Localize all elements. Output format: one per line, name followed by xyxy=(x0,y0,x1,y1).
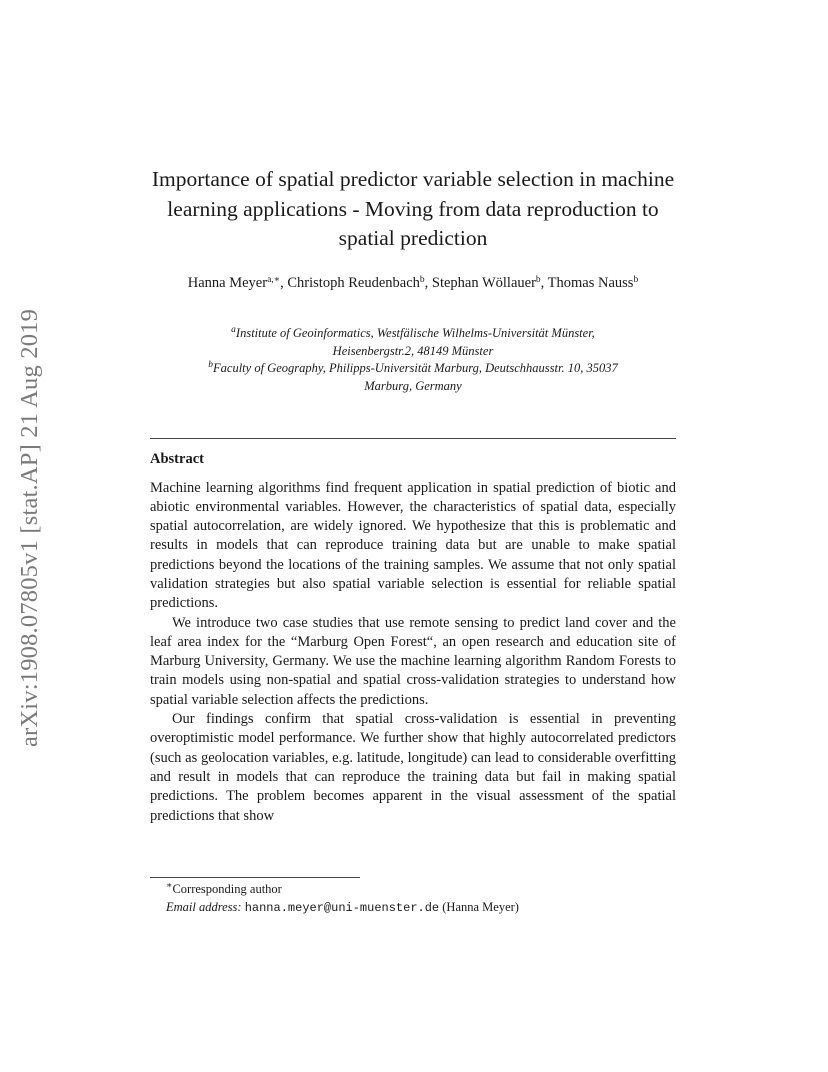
author-affiliation-mark: a,∗ xyxy=(267,275,281,285)
footnote-mark: ∗ xyxy=(166,881,173,891)
arxiv-identifier-stamp xyxy=(10,282,50,774)
author-affiliation-mark: b xyxy=(633,275,639,285)
email-address: hanna.meyer@uni-muenster.de xyxy=(244,901,440,915)
affiliation-list xyxy=(150,325,676,395)
author-affiliation-mark: b xyxy=(419,275,425,285)
affiliation-b-continued: Marburg, Germany xyxy=(364,378,462,393)
author-name: Hanna Meyer xyxy=(187,275,268,291)
abstract-top-rule xyxy=(150,438,676,439)
footnote-email-line xyxy=(150,898,676,917)
affiliation-text: Institute of Geoinformatics, Westfälische Wilhelms-Universität Münster, xyxy=(235,326,595,340)
paper-title: Importance of spatial predictor variable selection in machine learning applications - Moving from data reproduction to spatial prediction xyxy=(151,167,675,250)
affiliation-a xyxy=(150,325,676,343)
footnote-corresponding-author xyxy=(150,880,676,898)
abstract-paragraph: We introduce two case studies that use remote sensing to predict land cover and the leaf area index for the “Marburg Open Forest“, an open research and education site of Marburg University, Germany. We use the machine learning algorithm Random Forests to train models using non-spatial and spatial cross-validation strategies to understand how spatial variable selection affects the predictions. xyxy=(150,614,676,708)
author-affiliation-mark: b xyxy=(535,275,541,285)
abstract-paragraph: Our findings confirm that spatial cross-validation is essential in preventing overoptimistic model performance. We further show that highly autocorrelated predictors (such as geolocation variables, e.g. latitude, longitude) can lead to considerable overfitting and result in models that can reproduce the training data but fail in making spatial predictions. The problem becomes apparent in the visual assessment of the spatial predictions that show xyxy=(150,711,676,824)
footnote-rule xyxy=(150,877,360,878)
footnote xyxy=(150,880,676,917)
abstract-paragraph: Machine learning algorithms find frequent application in spatial prediction of biotic and abiotic environmental variables. However, the characteristics of spatial data, especially spatial autocorrelation, are widely ignored. We hypothesize that this is problematic and results in models that can reproduce training data but are unable to make spatial predictions beyond the locations of the training samples. We assume that not only spatial validation strategies but also spatial variable selection is essential for reliable spatial predictions. xyxy=(150,479,676,612)
footnote-label: Corresponding author xyxy=(172,882,282,896)
author-name: Christoph Reudenbach xyxy=(287,275,420,291)
author-name: Stephan Wöllauer xyxy=(431,275,536,291)
author-name: Thomas Nauss xyxy=(547,275,634,291)
affiliation-b xyxy=(150,360,676,378)
email-owner: (Hanna Meyer) xyxy=(442,900,519,914)
email-label: Email address: xyxy=(166,900,242,914)
affiliation-mark: b xyxy=(208,360,214,370)
abstract-heading: Abstract xyxy=(150,451,204,467)
abstract-body xyxy=(150,479,676,826)
affiliation-text: Faculty of Geography, Philipps-Universität Marburg, Deutschhausstr. 10, 35037 xyxy=(213,361,618,375)
author-list: Hanna Meyer$^{a,∗}$, Christoph Reudenbach$^b$, Stephan Wöllauer$^b$, Thomas Nauss$^b$ xyxy=(187,275,639,291)
affiliation-mark: a xyxy=(231,325,236,335)
arxiv-identifier-text: arXiv:1908.07805v1 [stat.AP] 21 Aug 2019 xyxy=(16,308,43,748)
affiliation-a-continued: Heisenbergstr.2, 48149 Münster xyxy=(332,343,494,358)
